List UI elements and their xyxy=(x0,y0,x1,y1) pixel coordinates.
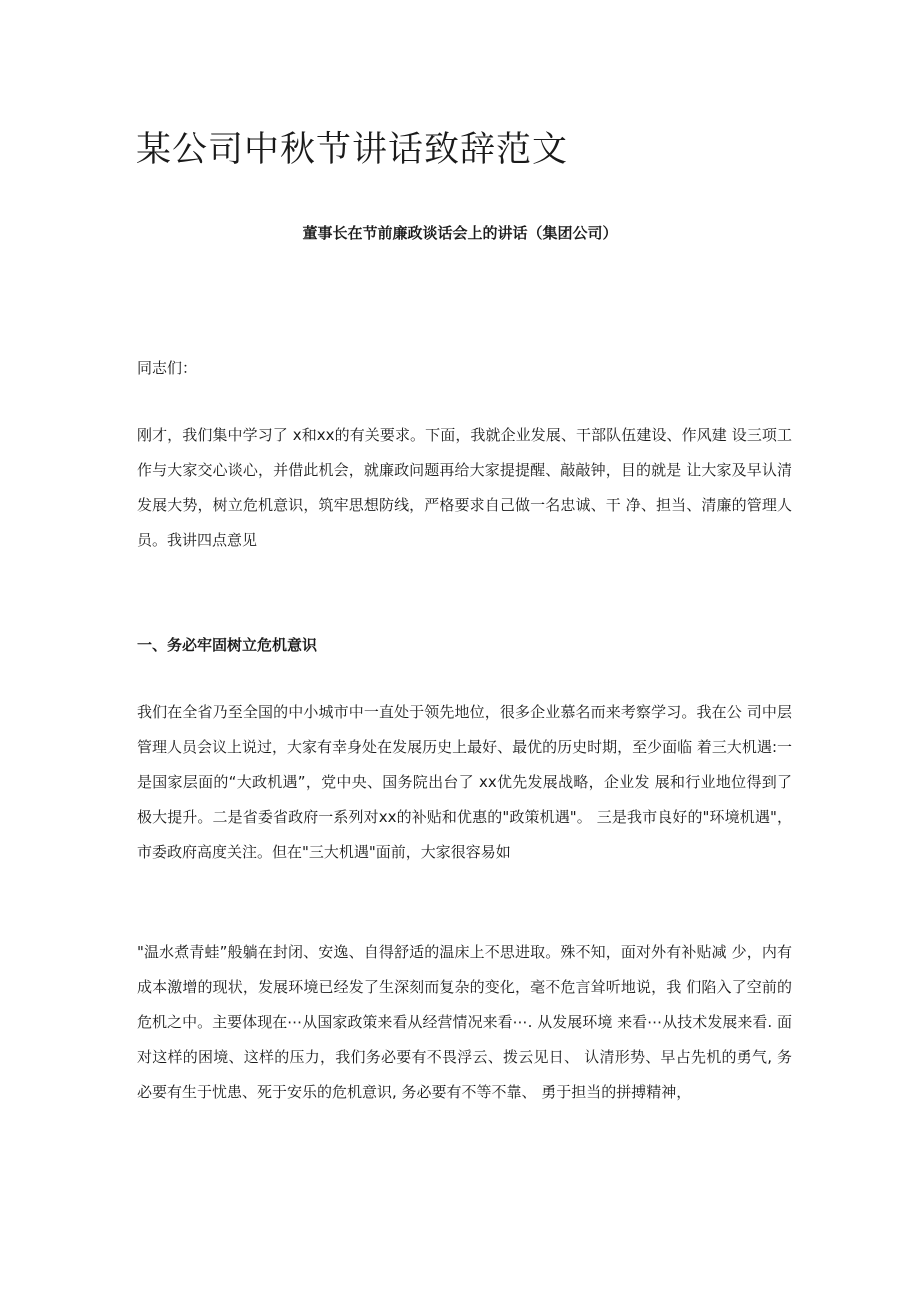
greeting: 同志们： xyxy=(137,359,198,377)
paragraph-crisis: "温水煮青蛙”般躺在封闭、安逸、自得舒适的温床上不思进取。殊不知，面对外有补贴减 少，内有成本激增的现状，发展环境已经发了生深刻而复杂的变化，毫不危言耸听地说，我 们陷入了空前的危机之中。主要体现在⋯从国家政策来看从经营情况来看⋯. 从发展环境 来看⋯从技术发展来看. 面对这样的困境、这样的压力，我们务必要有不畏浮云、拨云见日、 认清形势、早占先机的勇气, 务必要有生于忧患、死于安乐的危机意识, 务必要有不等不靠、 勇于担当的拼搏精神， xyxy=(137,943,792,1101)
paragraph-opportunities: 我们在全省乃至全国的中小城市中一直处于领先地位，很多企业慕名而来考察学习。我在公 司中层管理人员会议上说过，大家有幸身处在发展历史上最好、最优的历史时期，至少面临 着三大机遇:一是国家层面的“大政机遇”，党中央、国务院出台了 xx优先发展战略，企业发 展和行业地位得到了极大提升。二是省委省政府一系列对xx的补贴和优惠的"政策机遇"。 三是我市良好的"环境机遇"，市委政府高度关注。但在"三大机遇"面前，大家很容易如 xyxy=(137,703,792,861)
page-title: 某公司中秋节讲话致辞范文 xyxy=(136,130,569,170)
section-heading-1: 一、务必牢固树立危机意识 xyxy=(137,636,318,654)
paragraph-intro: 刚才，我们集中学习了 x和xx的有关要求。下面，我就企业发展、干部队伍建设、作风建 设三项工作与大家交心谈心，并借此机会，就廉政问题再给大家提提醒、敲敲钟，目的就是 让大家及早认清发展大势，树立危机意识，筑牢思想防线，严格要求自己做一名忠诚、干 净、担当、清廉的管理人员。我讲四点意见 xyxy=(137,426,792,549)
document-subtitle: 董事长在节前廉政谈话会上的讲话（集团公司） xyxy=(302,224,618,242)
